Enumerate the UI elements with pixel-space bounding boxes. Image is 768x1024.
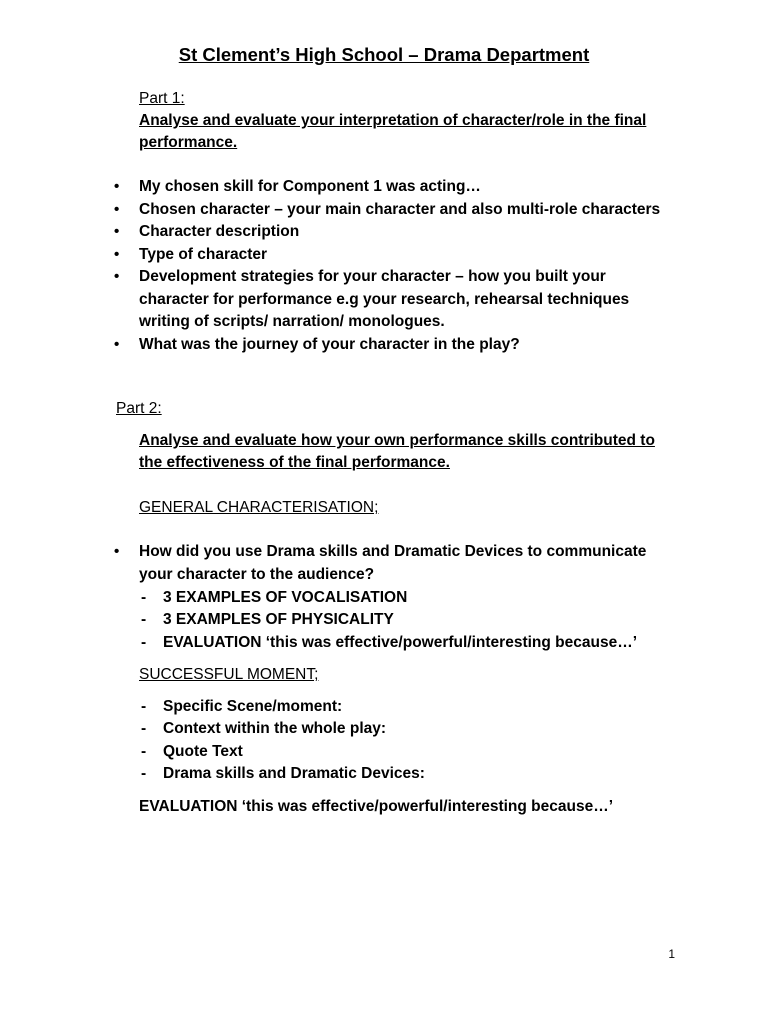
part2-heading-line-1: Analyse and evaluate how your own performance skills contributed to bbox=[139, 432, 655, 449]
list-item: • Chosen character – your main character and also multi-role characters bbox=[110, 199, 660, 222]
successful-moment-heading: SUCCESSFUL MOMENT; bbox=[139, 666, 319, 683]
list-item: • My chosen skill for Component 1 was acting… bbox=[110, 176, 660, 199]
list-item: - Specific Scene/moment: bbox=[139, 696, 425, 718]
part1-bullet-list bbox=[110, 176, 660, 356]
list-item: • Type of character bbox=[110, 244, 660, 267]
general-dash-list bbox=[139, 587, 637, 654]
part1-heading-line-2: performance. bbox=[139, 134, 238, 151]
list-item: - EVALUATION ‘this was effective/powerful/interesting because…’ bbox=[139, 632, 637, 654]
part2-heading-line-2: the effectiveness of the final performance. bbox=[139, 454, 450, 471]
evaluation-line: EVALUATION ‘this was effective/powerful/interesting because…’ bbox=[139, 798, 613, 815]
list-item: - Context within the whole play: bbox=[139, 718, 425, 740]
list-item: • What was the journey of your character in the play? bbox=[110, 334, 660, 357]
list-item: - Drama skills and Dramatic Devices: bbox=[139, 763, 425, 785]
document-title: St Clement’s High School – Drama Department bbox=[178, 44, 590, 65]
list-item: - 3 EXAMPLES OF PHYSICALITY bbox=[139, 609, 637, 631]
part1-label: Part 1: bbox=[139, 90, 185, 107]
list-item: - Quote Text bbox=[139, 741, 425, 763]
moment-dash-list bbox=[139, 696, 425, 785]
page-number: 1 bbox=[668, 947, 675, 961]
part2-label: Part 2: bbox=[116, 400, 162, 417]
part1-heading-line-1: Analyse and evaluate your interpretation of character/role in the final bbox=[139, 112, 647, 129]
list-item: - 3 EXAMPLES OF VOCALISATION bbox=[139, 587, 637, 609]
general-bullet-list bbox=[110, 541, 646, 586]
list-item: • Development strategies for your character – how you built your character for performance e.g your research, rehearsal techniques writing of scripts/ narration/ monologues. bbox=[110, 266, 660, 334]
list-item: • Character description bbox=[110, 221, 660, 244]
general-characterisation-heading: GENERAL CHARACTERISATION; bbox=[139, 499, 379, 516]
list-item: • How did you use Drama skills and Dramatic Devices to communicate your character to the audience? bbox=[110, 541, 646, 586]
